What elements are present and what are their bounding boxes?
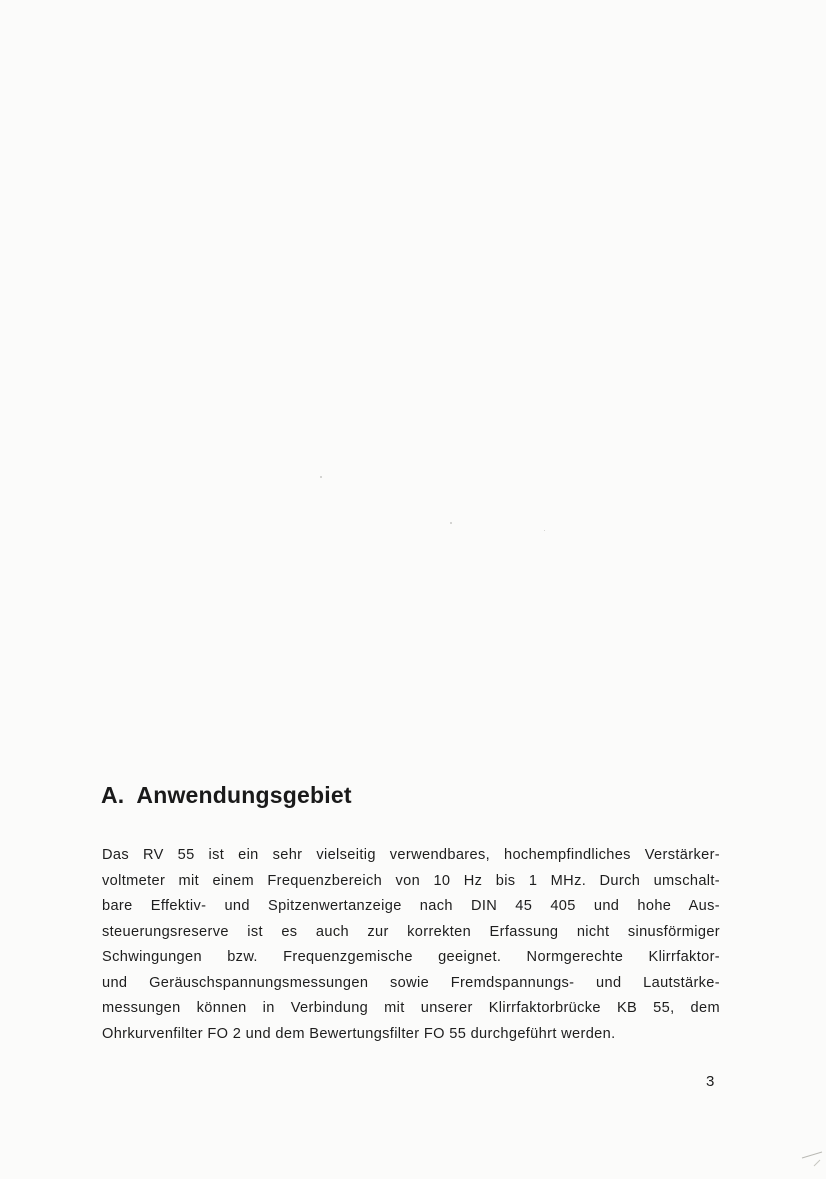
corner-pencil-mark (800, 1148, 824, 1168)
page-number: 3 (706, 1073, 715, 1090)
paragraph-line: Schwingungen bzw. Frequenzgemische geeignet. Normgerechte Klirrfaktor- (102, 949, 720, 965)
paragraph-line: Ohrkurvenfilter FO 2 und dem Bewertungsfilter FO 55 durchgeführt werden. (102, 1025, 616, 1042)
section-letter: A. (101, 782, 125, 808)
paragraph-line: voltmeter mit einem Frequenzbereich von 10 Hz bis 1 MHz. Durch umschalt- (102, 872, 720, 889)
section-heading (101, 782, 352, 809)
paper-speck (320, 476, 322, 478)
section-title: Anwendungsgebiet (136, 782, 352, 808)
paper-speck (450, 522, 452, 524)
body-paragraph (102, 843, 720, 1047)
paragraph-line: bare Effektiv- und Spitzenwertanzeige nach DIN 45 405 und hohe Aus- (102, 898, 720, 914)
paragraph-line: steuerungsreserve ist es auch zur korrekten Erfassung nicht sinusförmiger (102, 923, 720, 940)
paragraph-line: und Geräuschspannungsmessungen sowie Fremdspannungs- und Lautstärke- (102, 974, 720, 991)
paragraph-line: messungen können in Verbindung mit unserer Klirrfaktorbrücke KB 55, dem (102, 1000, 720, 1016)
paragraph-line: Das RV 55 ist ein sehr vielseitig verwendbares, hochempfindliches Verstärker- (102, 847, 720, 863)
paper-speck (544, 530, 545, 531)
